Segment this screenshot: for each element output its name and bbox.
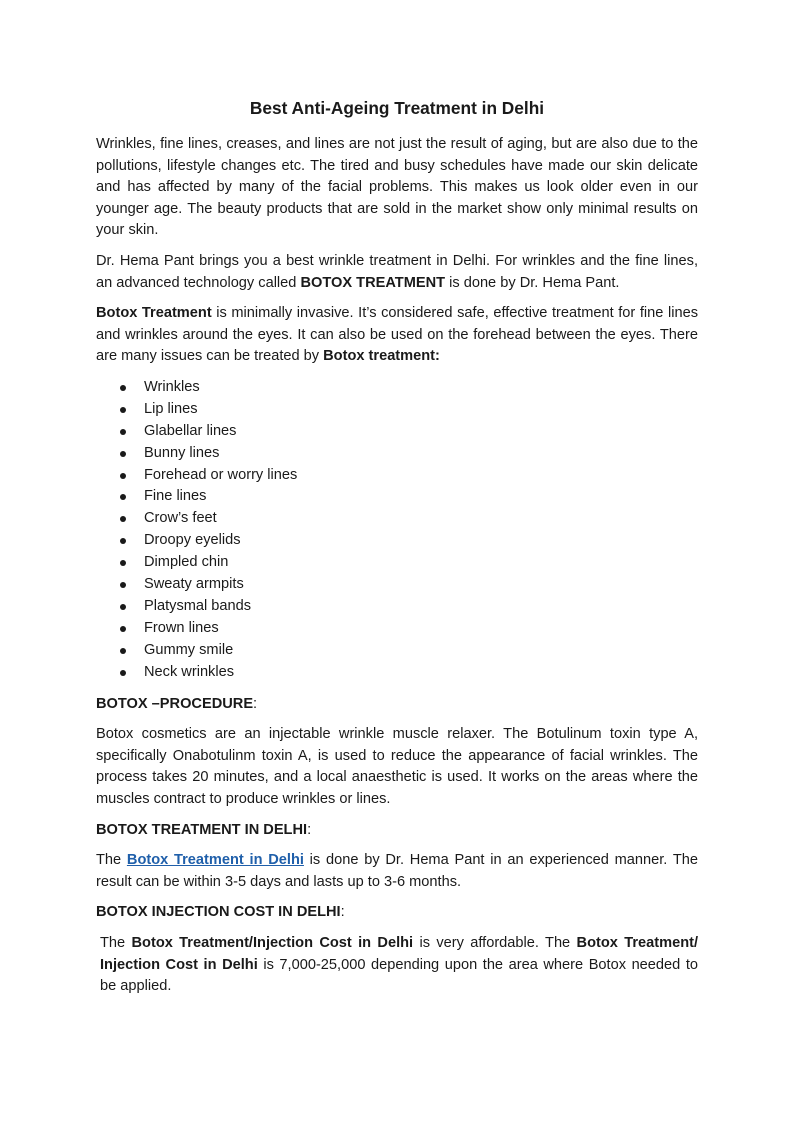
bullet-icon — [120, 473, 126, 479]
document-page — [96, 96, 698, 1007]
list-item — [96, 574, 698, 596]
list-item-label: Neck wrinkles — [144, 663, 235, 680]
list-item-label: Forehead or worry lines — [144, 466, 298, 483]
list-item — [96, 399, 698, 421]
doctor-paragraph — [96, 251, 698, 294]
list-item — [96, 465, 698, 487]
list-item — [96, 618, 698, 640]
cost-heading — [96, 902, 698, 924]
issues-list — [96, 377, 698, 684]
botox-treatment-label: Botox Treatment — [96, 305, 212, 322]
doctor-paragraph-end: is done by Dr. Hema Pant. — [445, 274, 620, 291]
list-item-label: Crow’s feet — [144, 510, 217, 527]
bullet-icon — [120, 648, 126, 654]
bullet-icon — [120, 604, 126, 610]
list-item — [96, 421, 698, 443]
botox-description-text: is minimally invasive. It’s considered safe, effective treatment for fine lines and wrinkles around the eyes. It can also be used on the forehead between the eyes. There are many issues can be treated by — [96, 305, 698, 365]
list-item — [96, 377, 698, 399]
list-item — [96, 486, 698, 508]
procedure-heading-text: BOTOX –PROCEDURE — [96, 695, 254, 712]
bullet-icon — [120, 451, 126, 457]
treatment-heading-text: BOTOX TREATMENT IN DELHI — [96, 821, 308, 838]
procedure-paragraph: Botox cosmetics are an injectable wrinkle muscle relaxer. The Botulinum toxin type A, specifically Onabotulinm toxin A, is used to reduce the appearance of facial wrinkles. The process takes 20 minutes, and a local anaesthetic is used. It works on the areas where the muscles contract to produce wrinkles or lines. — [96, 726, 698, 807]
list-item-label: Droopy eyelids — [144, 532, 241, 549]
botox-description-paragraph — [96, 303, 698, 368]
list-item — [96, 508, 698, 530]
cost-text-3: is 7,000-25,000 depending upon the area where Botox needed to be applied. — [100, 956, 698, 995]
list-item — [96, 662, 698, 684]
procedure-heading-colon: : — [253, 695, 258, 712]
treatment-paragraph-end: is done by Dr. Hema Pant in an experienced manner. The result can be within 3-5 days and lasts up to 3-6 months. — [96, 852, 698, 890]
bullet-icon — [120, 670, 126, 676]
bullet-icon — [120, 494, 126, 500]
list-item-label: Glabellar lines — [144, 422, 237, 439]
cost-emphasis-1: Botox Treatment/Injection Cost in Delhi — [131, 934, 414, 951]
cost-text-2: is very affordable. The — [413, 934, 577, 951]
list-item — [96, 530, 698, 552]
list-item-label: Fine lines — [144, 488, 207, 505]
intro-paragraph: Wrinkles, fine lines, creases, and lines are not just the result of aging, but are also due to the pollutions, lifestyle changes etc. The tired and busy schedules have made our skin delicate and has affected by many of the facial problems. This makes us look older even in our younger age. The beauty products that are sold in the market show only minimal results on your skin. — [96, 136, 698, 239]
page-title: Best Anti-Ageing Treatment in Delhi — [249, 98, 545, 118]
cost-heading-text: BOTOX INJECTION COST IN DELHI — [96, 904, 341, 921]
treatment-paragraph — [96, 850, 698, 893]
procedure-heading — [96, 694, 698, 716]
botox-treatment-emphasis: BOTOX TREATMENT — [300, 274, 446, 291]
bullet-icon — [120, 538, 126, 544]
cost-paragraph — [96, 933, 698, 998]
list-item-label: Gummy smile — [144, 641, 234, 658]
cost-text-1: The — [100, 934, 132, 951]
list-item-label: Bunny lines — [144, 444, 220, 461]
list-item-label: Platysmal bands — [144, 598, 252, 614]
list-item-label: Wrinkles — [144, 378, 200, 395]
treatment-heading-colon: : — [307, 821, 312, 838]
list-item — [96, 596, 698, 618]
bullet-icon — [120, 516, 126, 522]
list-item — [96, 552, 698, 574]
bullet-icon — [120, 429, 126, 435]
cost-emphasis-2: Botox Treatment/ Injection Cost in Delhi — [100, 934, 699, 973]
bullet-icon — [120, 626, 126, 632]
cost-heading-colon: : — [340, 904, 345, 921]
treatment-heading — [96, 820, 698, 842]
list-item-label: Sweaty armpits — [144, 576, 244, 593]
list-item — [96, 443, 698, 465]
doctor-paragraph-text: Dr. Hema Pant brings you a best wrinkle treatment in Delhi. For wrinkles and the fine lines, an advanced technology called — [96, 252, 698, 291]
botox-treatment-link[interactable]: Botox Treatment in Delhi — [126, 852, 304, 869]
list-item-label: Lip lines — [144, 400, 198, 417]
bullet-icon — [120, 560, 126, 566]
list-item-label: Frown lines — [144, 619, 219, 636]
treatment-paragraph-start: The — [96, 852, 127, 869]
bullet-icon — [120, 385, 126, 391]
list-item — [96, 640, 698, 662]
list-item-label: Dimpled chin — [144, 554, 229, 571]
botox-treatment-list-intro: Botox treatment: — [323, 348, 440, 365]
bullet-icon — [120, 407, 126, 413]
bullet-icon — [120, 582, 126, 588]
